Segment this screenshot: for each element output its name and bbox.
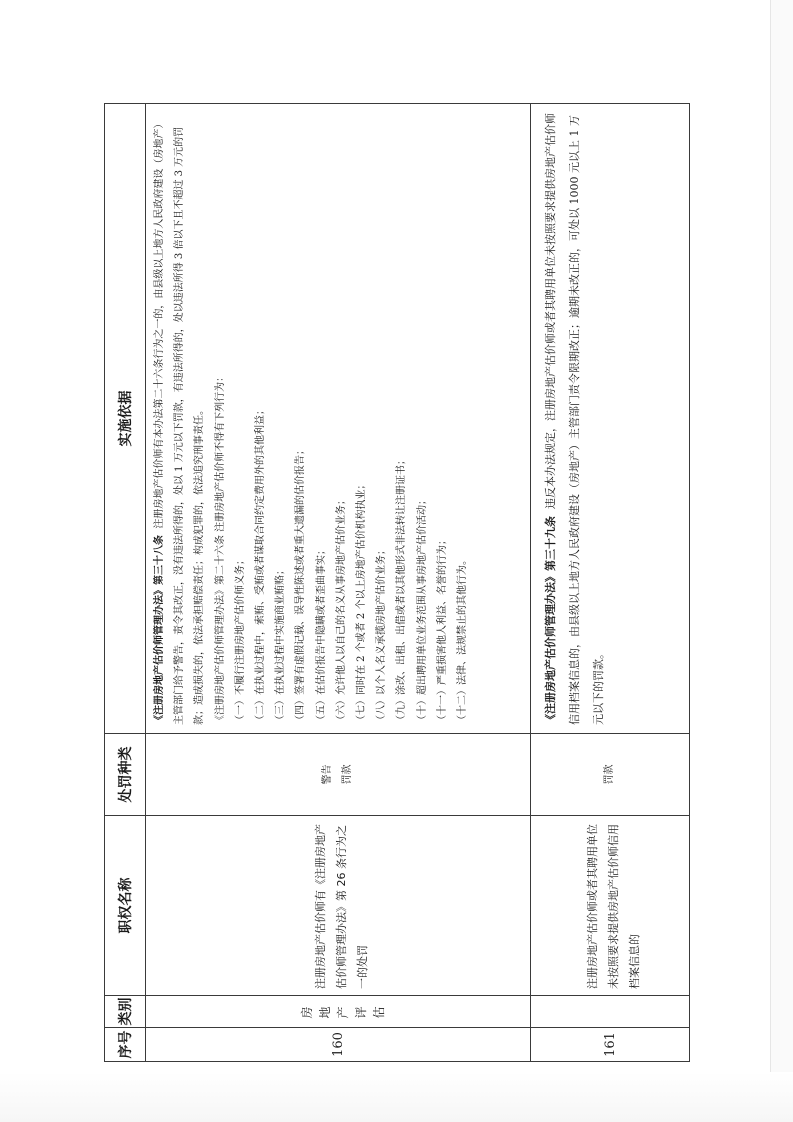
- penalty-item: 罚款: [604, 764, 615, 785]
- basis-list-item: （一）不履行注册房地产估价师义务；: [234, 555, 246, 725]
- basis-list-item: （四）签署有虚假记载、误导性陈述或者重大遗漏的估价报告；: [295, 445, 307, 725]
- basis-list-item: （八）以个人名义承揽房地产估价业务；: [376, 545, 388, 725]
- basis-article-text: 违反本办法规定，注册房地产估价师或者其聘用单位未按照要求提供房地产估价师信用档案信息的，由县级以上地方人民政府建设（房地产）主管部门责令限期改正；逾期未改正的，可处以 1000 元以上 1 万元以下的罚款。: [544, 113, 605, 725]
- header-basis: 实施依据: [105, 104, 146, 734]
- category-char: 地: [318, 1004, 332, 1019]
- row-basis: [146, 104, 531, 734]
- basis-list-item: （十二）法律、法规禁止的其他行为。: [457, 555, 469, 725]
- row-basis: [531, 104, 690, 734]
- penalty-item: 警告: [322, 764, 333, 785]
- row-seq: 160: [146, 1028, 531, 1062]
- table-row: [146, 104, 531, 1062]
- category-char: 产: [336, 1004, 350, 1019]
- basis-list-item: （十一）严重损害他人利益、名誉的行为；: [436, 535, 448, 725]
- basis-list-item: （七）同时在 2 个或者 2 个以上房地产估价机构执业；: [356, 479, 368, 725]
- basis-paragraph: [539, 112, 611, 725]
- row-penalty: [146, 734, 531, 816]
- row-category: [531, 996, 690, 1028]
- header-penalty: 处罚种类: [105, 734, 146, 816]
- category-char: 评: [354, 1004, 368, 1019]
- row-name: 注册房地产估价师有《注册房地产估价师管理办法》第 26 条行为之一的处罚: [146, 816, 531, 996]
- basis-list-item: （六）允许他人以自己的名义从事房地产估价业务；: [335, 495, 347, 725]
- scan-edge-bottom: [0, 1072, 793, 1122]
- category-char: 房: [300, 1004, 314, 1019]
- category-char: 估: [372, 1004, 386, 1019]
- header-seq: 序号: [105, 1028, 146, 1062]
- table-header-row: [105, 104, 146, 1062]
- basis-article-title: 《注册房地产估价师管理办法》第三十八条: [154, 535, 165, 725]
- row-penalty: [531, 734, 690, 816]
- rotated-page: [104, 104, 690, 1062]
- row-category: [146, 996, 531, 1028]
- basis-list-item: （十）超出聘用单位业务范围从事房地产估价活动；: [416, 495, 428, 725]
- row-seq: 161: [531, 1028, 690, 1062]
- basis-article-title: 《注册房地产估价师管理办法》第三十九条: [544, 516, 557, 725]
- penalty-item: 罚款: [342, 764, 353, 785]
- basis-list-item: （二）在执业过程中，索贿、受贿或者谋取合同约定费用外的其他利益；: [255, 405, 267, 725]
- basis-paragraph: [150, 112, 211, 725]
- scan-edge-right: [770, 0, 793, 1122]
- header-category: 类别: [105, 996, 146, 1028]
- table-row: [531, 104, 690, 1062]
- basis-list-item: （三）在执业过程中实施商业贿赂；: [275, 565, 287, 725]
- basis-article-text: 注册房地产估价师有本办法第二十六条行为之一的，由县级以上地方人民政府建设（房地产）主管部门给予警告，责令其改正，没有违法所得的，处以 1 万元以下罚款，有违法所得的，处以违法所得 3 倍以下且不超过 3 万元的罚款；造成损失的，依法承担赔偿责任；构成犯罪的，依法追究刑事责任。: [154, 118, 206, 725]
- basis-list-item: （九）涂改、出租、出借或者以其他形式非法转让注册证书；: [396, 455, 408, 725]
- row-name: 注册房地产估价师或者其聘用单位未按照要求提供房地产估价师信用档案信息的: [531, 816, 690, 996]
- header-name: 职权名称: [105, 816, 146, 996]
- basis-paragraph: 《注册房地产估价师管理办法》第二十六条 注册房地产估价师不得有下列行为：: [214, 371, 226, 725]
- penalty-table: [104, 103, 690, 1062]
- basis-list-item: （五）在估价报告中隐瞒或者歪曲事实；: [315, 545, 327, 725]
